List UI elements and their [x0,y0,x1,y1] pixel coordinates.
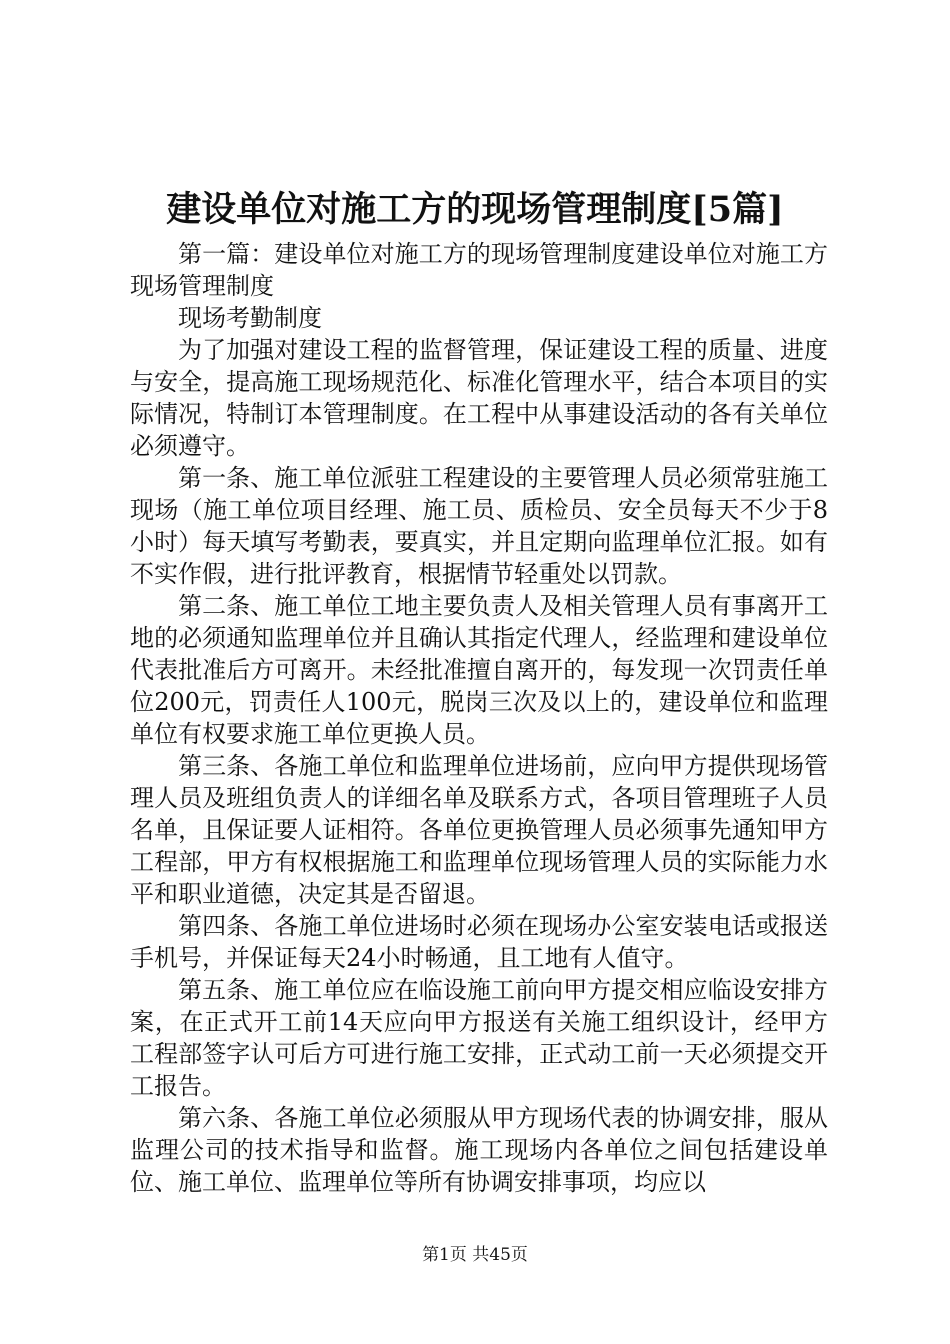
paragraph-article-1: 第一条、施工单位派驻工程建设的主要管理人员必须常驻施工现场（施工单位项目经理、施工员、质检员、安全员每天不少于8小时）每天填写考勤表，要真实，并且定期向监理单位汇报。如有不实作假，进行批评教育，根据情节轻重处以罚款。 [130,464,828,588]
paragraph-heading-part1: 第一篇：建设单位对施工方的现场管理制度建设单位对施工方现场管理制度 [130,240,828,300]
paragraph-intro: 为了加强对建设工程的监督管理，保证建设工程的质量、进度与安全，提高施工现场规范化、标准化管理水平，结合本项目的实际情况，特制订本管理制度。在工程中从事建设活动的各有关单位必须遵守。 [130,336,828,460]
paragraph-article-2: 第二条、施工单位工地主要负责人及相关管理人员有事离开工地的必须通知监理单位并且确认其指定代理人，经监理和建设单位代表批准后方可离开。未经批准擅自离开的，每发现一次罚责任单位200元，罚责任人100元，脱岗三次及以上的，建设单位和监理单位有权要求施工单位更换人员。 [130,592,828,748]
paragraph-article-6: 第六条、各施工单位必须服从甲方现场代表的协调安排，服从监理公司的技术指导和监督。施工现场内各单位之间包括建设单位、施工单位、监理单位等所有协调安排事项，均应以 [130,1104,828,1196]
page-number-footer: 第1页 共45页 [422,1245,528,1265]
paragraph-article-5: 第五条、施工单位应在临设施工前向甲方提交相应临设安排方案，在正式开工前14天应向甲方报送有关施工组织设计，经甲方工程部签字认可后方可进行施工安排，正式动工前一天必须提交开工报告。 [130,976,828,1100]
document-title: 建设单位对施工方的现场管理制度[5篇] [166,189,784,230]
paragraph-article-4: 第四条、各施工单位进场时必须在现场办公室安装电话或报送手机号，并保证每天24小时畅通，且工地有人值守。 [130,912,828,972]
paragraph-article-3: 第三条、各施工单位和监理单位进场前，应向甲方提供现场管理人员及班组负责人的详细名单及联系方式，各项目管理班子人员名单，且保证要人证相符。各单位更换管理人员必须事先通知甲方工程部，甲方有权根据施工和监理单位现场管理人员的实际能力水平和职业道德，决定其是否留退。 [130,752,828,908]
paragraph-section-title: 现场考勤制度 [178,304,322,332]
document-body [130,238,828,1198]
